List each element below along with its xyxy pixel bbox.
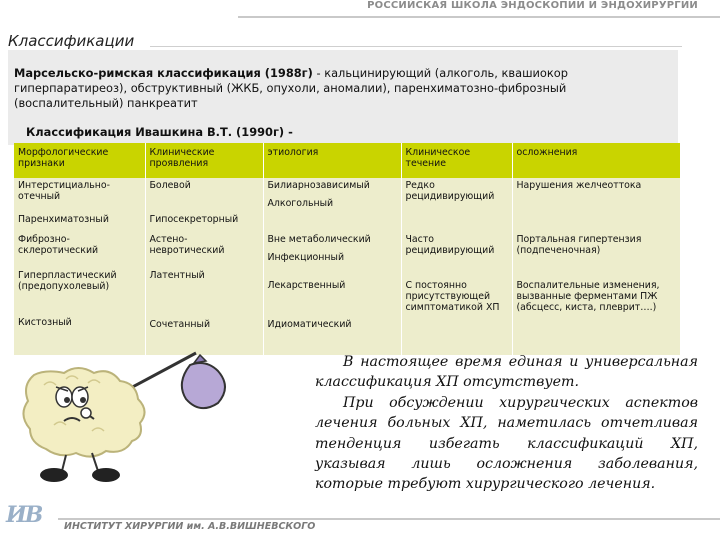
ivashkin-title: Классификация Ивашкина В.Т. (1990г) - xyxy=(26,125,293,139)
cell-etio xyxy=(263,268,401,315)
cell-clinic: Латентный xyxy=(145,268,263,315)
header-divider xyxy=(238,16,720,18)
course-text: С постоянно присутствующей симптоматикой ХП xyxy=(405,280,500,313)
cell-course xyxy=(401,315,512,355)
etio-line-2: Алкогольный xyxy=(267,198,334,209)
table-row xyxy=(14,232,680,268)
cell-compl: Портальная гипертензия (подпеченочная) xyxy=(512,232,680,268)
compl-text: Воспалительные изменения, вызванные ферментами ПЖ (абсцесс, киста, плеврит….) xyxy=(516,280,660,313)
cell-morph: Фиброзно-склеротический xyxy=(14,232,145,268)
ivashkin-table xyxy=(14,143,681,355)
header-course: Клиническое течение xyxy=(401,143,512,178)
cell-course xyxy=(401,268,512,315)
institute-footer: ИНСТИТУТ ХИРУРГИИ им. А.В.ВИШНЕВСКОГО xyxy=(64,521,316,532)
pancreas-cartoon-icon xyxy=(14,335,244,495)
table-row xyxy=(14,212,680,232)
header-morph: Морфологические признаки xyxy=(14,143,145,178)
cell-etio xyxy=(263,178,401,212)
cell-etio xyxy=(263,315,401,355)
note-paragraph-1: В настоящее время единая и универсальная классификация ХП отсутствует. xyxy=(315,354,698,391)
cell-etio xyxy=(263,232,401,268)
etio-line-1: Идиоматический xyxy=(267,319,352,330)
institution-header: РОССИЙСКАЯ ШКОЛА ЭНДОСКОПИИ И ЭНДОХИРУРГИИ xyxy=(367,0,698,11)
cell-compl: Нарушения желчеоттока xyxy=(512,178,680,212)
cell-morph: Паренхиматозный xyxy=(14,212,145,232)
pancreas-cartoon-illustration xyxy=(14,335,244,495)
marseille-text: - кальцинирующий (алкоголь, квашиокор гиперпаратиреоз), обструктивный (ЖКБ, опухоли, аномалии), паренхиматозно-фиброзный (воспалительный) панкреатит xyxy=(14,66,568,110)
marseille-title: Марсельско-римская классификация (1988г) xyxy=(14,66,313,80)
table-header-row xyxy=(14,143,680,178)
cell-course: Часто рецидивирующий xyxy=(401,232,512,268)
etio-line-2: Инфекционный xyxy=(267,252,345,263)
cell-course: Редко рецидивирующий xyxy=(401,178,512,212)
etio-line-1: Вне метаболический xyxy=(267,234,371,245)
cell-etio xyxy=(263,212,401,232)
marseille-classification xyxy=(14,66,664,111)
cell-clinic: Гипосекреторный xyxy=(145,212,263,232)
clinic-text: Сочетанный xyxy=(149,319,211,330)
note-paragraph-2: При обсуждении хирургических аспектов лечения больных ХП, наметилась отчетливая тенденция избегать классификаций ХП, указывая лишь осложнения заболевания, которые требуют хирургического лечения. xyxy=(315,394,698,493)
etio-line-1: Лекарственный xyxy=(267,280,346,291)
institute-logo: ИВ xyxy=(6,502,42,528)
header-etio: этиология xyxy=(263,143,401,178)
section-title: Классификации xyxy=(8,32,135,50)
etio-line-1: Билиарнозависимый xyxy=(267,180,370,191)
title-divider xyxy=(150,46,682,47)
cell-compl xyxy=(512,268,680,315)
cell-clinic: Болевой xyxy=(145,178,263,212)
header-clinic: Клинические проявления xyxy=(145,143,263,178)
table-row xyxy=(14,178,680,212)
cell-compl xyxy=(512,212,680,232)
conclusion-note xyxy=(315,352,698,495)
table-row xyxy=(14,268,680,315)
cell-course xyxy=(401,212,512,232)
cell-compl xyxy=(512,315,680,355)
cell-clinic: Астено-невротический xyxy=(145,232,263,268)
header-compl: осложнения xyxy=(512,143,680,178)
cell-morph: Гиперпластический (предопухолевый) xyxy=(14,268,145,315)
cell-morph: Интерстициально-отечный xyxy=(14,178,145,212)
cell-morph: Кистозный xyxy=(14,315,145,355)
footer-divider xyxy=(58,518,720,520)
